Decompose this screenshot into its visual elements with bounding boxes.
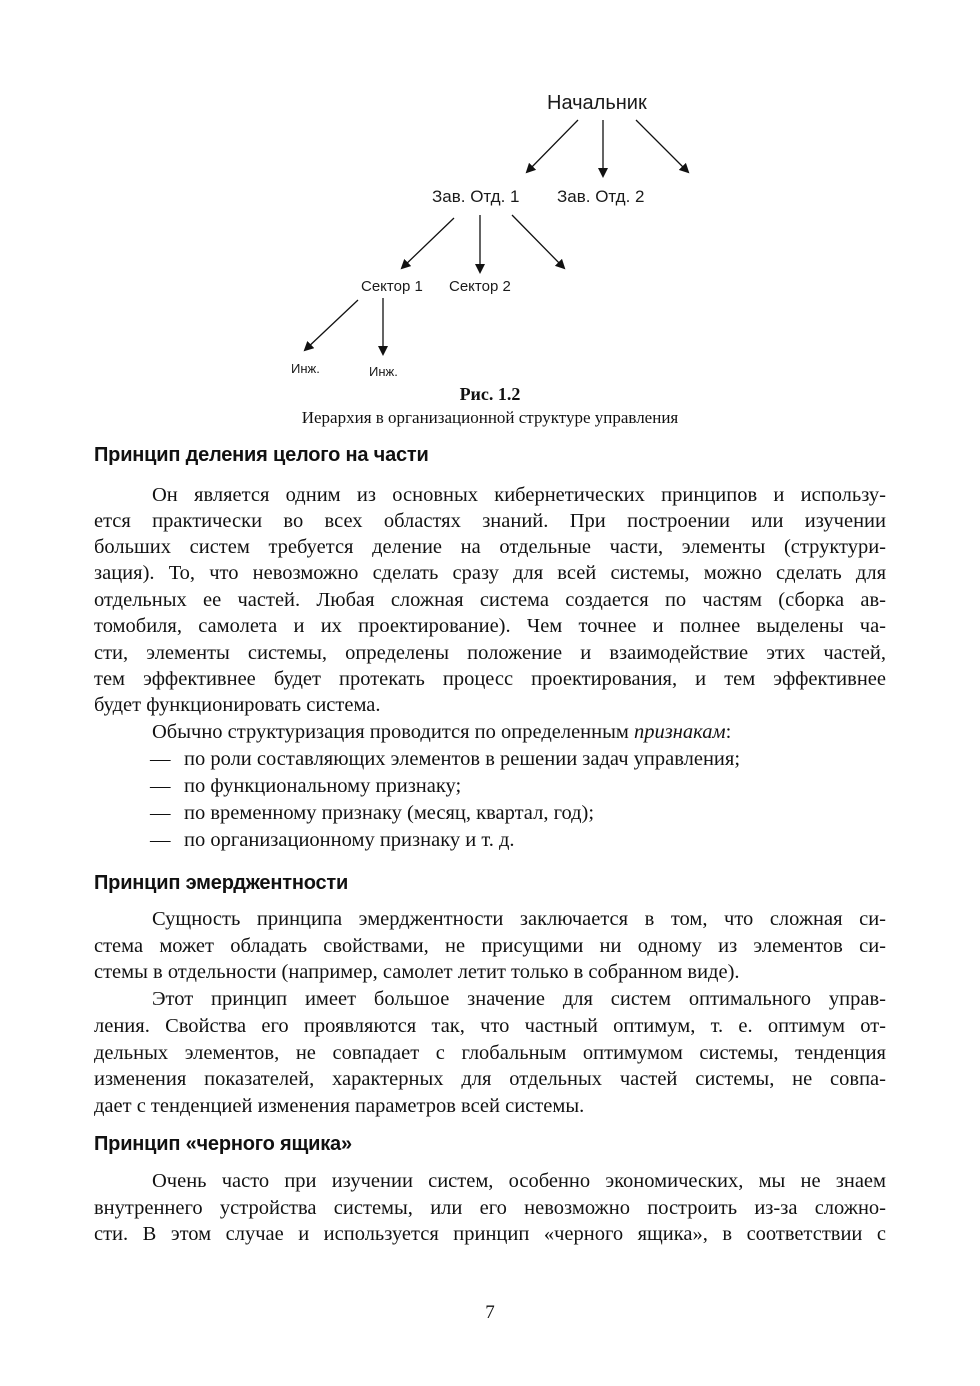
paragraph-line: дельных элементов, не совпадает с глобальным оптимумом системы, тенденция — [94, 1042, 886, 1064]
criteria-intro-suffix: : — [725, 721, 732, 743]
criteria-intro-emphasis: признакам — [634, 721, 726, 743]
node-sector1: Сектор 1 — [361, 278, 423, 295]
dash-bullet: — — [150, 829, 171, 851]
dash-bullet: — — [150, 802, 171, 824]
section-heading-emergence: Принцип эмерджентности — [94, 872, 349, 894]
paragraph-line: дает с тенденцией изменения параметров всей системы. — [94, 1095, 585, 1117]
section-heading-black-box: Принцип «черного ящика» — [94, 1133, 352, 1155]
paragraph-line: тем эффективнее будет протекать процесс проектирования, и тем эффективнее — [94, 668, 886, 690]
list-item-text: по функциональному признаку; — [184, 775, 462, 797]
arrow-root-to-dept1 — [527, 120, 578, 172]
node-engineer-1: Инж. — [291, 361, 320, 376]
arrow-root-to-more — [636, 120, 688, 172]
node-engineer-2: Инж. — [369, 364, 398, 379]
list-item — [150, 827, 515, 853]
list-item — [150, 773, 461, 799]
paragraph-line: больших систем требуется деление на отдельные части, элементы (структури- — [94, 536, 886, 558]
paragraph-line: томобиля, самолета и их проектирование). Чем точнее и полнее выделены ча- — [94, 615, 886, 637]
paragraph-line: Этот принцип имеет большое значение для систем оптимального управ- — [152, 988, 886, 1010]
paragraph-line: отдельных ее частей. Любая сложная система создается по частям (сборка ав- — [94, 589, 886, 611]
paragraph-line: ется практически во всех областях знаний. При построении или изучении — [94, 510, 886, 532]
paragraph-line: внутреннего устройства системы, или его невозможно построить из-за сложно- — [94, 1197, 886, 1219]
dash-bullet: — — [150, 775, 171, 797]
figure-caption: Иерархия в организационной структуре управления — [301, 408, 679, 427]
list-item — [150, 800, 594, 826]
paragraph-line: будет функционировать система. — [94, 694, 381, 716]
paragraph-line: Он является одним из основных кибернетических принципов и использу- — [152, 484, 886, 506]
criteria-intro-text: Обычно структуризация проводится по определенным — [152, 721, 634, 743]
paragraph-line: стемы в отдельности (например, самолет летит только в собранном виде). — [94, 961, 740, 983]
arrow-dept1-to-sector1 — [402, 218, 454, 268]
paragraph-line: сти. В этом случае и используется принцип «черного ящика», в соответствии с — [94, 1223, 886, 1245]
list-item-text: по временному признаку (месяц, квартал, год); — [184, 802, 595, 824]
paragraph-line: изменения показателей, характерных для отдельных частей системы, не совпа- — [94, 1068, 886, 1090]
dash-bullet: — — [150, 748, 171, 770]
arrow-sector1-to-eng1 — [305, 300, 358, 350]
arrow-dept1-to-more — [512, 215, 564, 268]
org-hierarchy-diagram — [0, 0, 980, 390]
paragraph-line: сти, элементы системы, определены положение и взаимодействие этих частей, — [94, 642, 886, 664]
criteria-intro — [152, 719, 886, 745]
node-dept2: Зав. Отд. 2 — [557, 187, 645, 206]
figure-number: Рис. 1.2 — [459, 384, 521, 404]
paragraph-line: зация). То, что невозможно сделать сразу для всей системы, можно сделать для — [94, 562, 886, 584]
paragraph-line: стема может обладать свойствами, не присущими ни одному из элементов си- — [94, 935, 886, 957]
node-sector2: Сектор 2 — [449, 278, 511, 295]
section-heading-decomposition: Принцип деления целого на части — [94, 444, 429, 466]
list-item — [150, 746, 740, 772]
paragraph-line: Очень часто при изучении систем, особенно экономических, мы не знаем — [152, 1170, 886, 1192]
list-item-text: по роли составляющих элементов в решении задач управления; — [184, 748, 741, 770]
paragraph-line: ления. Свойства его проявляются так, что частный оптимум, т. е. оптимум от- — [94, 1015, 886, 1037]
list-item-text: по организационному признаку и т. д. — [184, 829, 515, 851]
node-dept1: Зав. Отд. 1 — [432, 187, 520, 206]
paragraph-line: Сущность принципа эмерджентности заключается в том, что сложная си- — [152, 908, 886, 930]
node-root: Начальник — [547, 92, 647, 114]
page-number: 7 — [485, 1302, 495, 1323]
